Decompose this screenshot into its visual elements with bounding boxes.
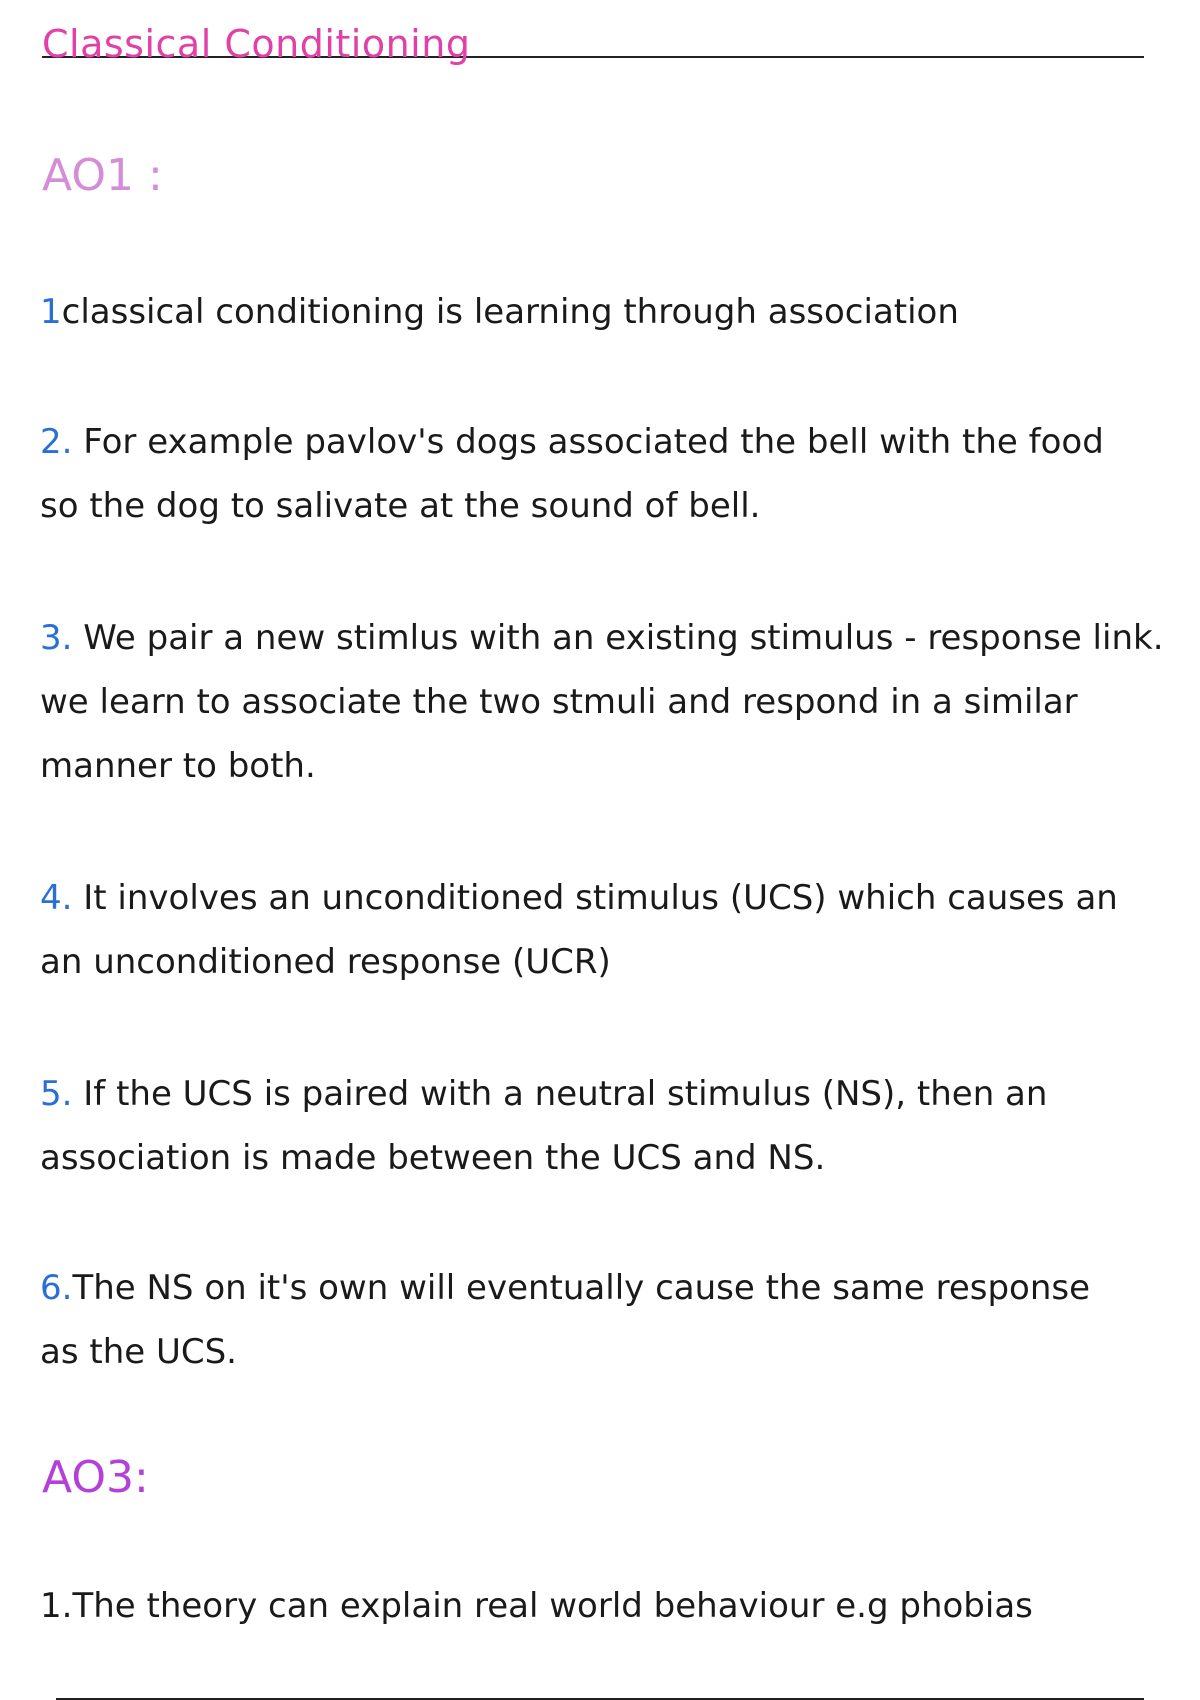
ao1-point-5-line-2: association is made between the UCS and NS. xyxy=(40,1138,826,1178)
point-text: It involves an unconditioned stimulus (UCS) which causes an xyxy=(83,878,1118,918)
ao1-point-3-line-2: we learn to associate the two stmuli and respond in a similar xyxy=(40,682,1078,722)
ao1-point-4-line-2: an unconditioned response (UCR) xyxy=(40,942,611,982)
point-text: If the UCS is paired with a neutral stimulus (NS), then an xyxy=(83,1074,1048,1114)
point-number: 5. xyxy=(40,1074,73,1114)
point-text: We pair a new stimlus with an existing stimulus - response link. xyxy=(83,618,1164,658)
ao3-point-1-line-1 xyxy=(40,1574,1160,1638)
ao1-heading: AO1 : xyxy=(42,150,163,201)
point-number: 2. xyxy=(40,422,73,462)
ao1-point-4-line-1 xyxy=(40,866,1160,930)
point-text: The theory can explain real world behaviour e.g phobias xyxy=(72,1586,1033,1626)
point-number: 1 xyxy=(40,292,62,332)
ao1-point-2-line-1 xyxy=(40,410,1160,474)
point-number: 3. xyxy=(40,618,73,658)
ao1-point-2-line-2: so the dog to salivate at the sound of bell. xyxy=(40,486,761,526)
title-row xyxy=(42,22,1144,82)
point-text: classical conditioning is learning through association xyxy=(61,292,959,332)
ao1-point-3 xyxy=(40,606,1164,798)
ao1-point-6-line-1 xyxy=(40,1256,1160,1320)
point-text: The NS on it's own will eventually cause the same response xyxy=(72,1268,1091,1308)
ao1-point-3-line-1 xyxy=(40,606,1164,670)
ao1-point-4 xyxy=(40,866,1160,994)
ao1-point-1 xyxy=(40,280,1160,344)
point-number: 1. xyxy=(40,1586,73,1626)
ao1-point-5 xyxy=(40,1062,1160,1190)
point-text: For example pavlov's dogs associated the bell with the food xyxy=(83,422,1104,462)
ao3-heading: AO3: xyxy=(42,1452,149,1503)
page-title: Classical Conditioning xyxy=(42,22,471,66)
ao1-point-3-line-3: manner to both. xyxy=(40,746,316,786)
point-number: 6. xyxy=(40,1268,73,1308)
ao1-point-6-line-2: as the UCS. xyxy=(40,1332,237,1372)
ao1-point-2 xyxy=(40,410,1160,538)
ao3-point-1 xyxy=(40,1574,1160,1638)
ao1-point-1-line-1 xyxy=(40,280,1160,344)
ao1-point-6 xyxy=(40,1256,1160,1384)
ao1-point-5-line-1 xyxy=(40,1062,1160,1126)
point-number: 4. xyxy=(40,878,73,918)
